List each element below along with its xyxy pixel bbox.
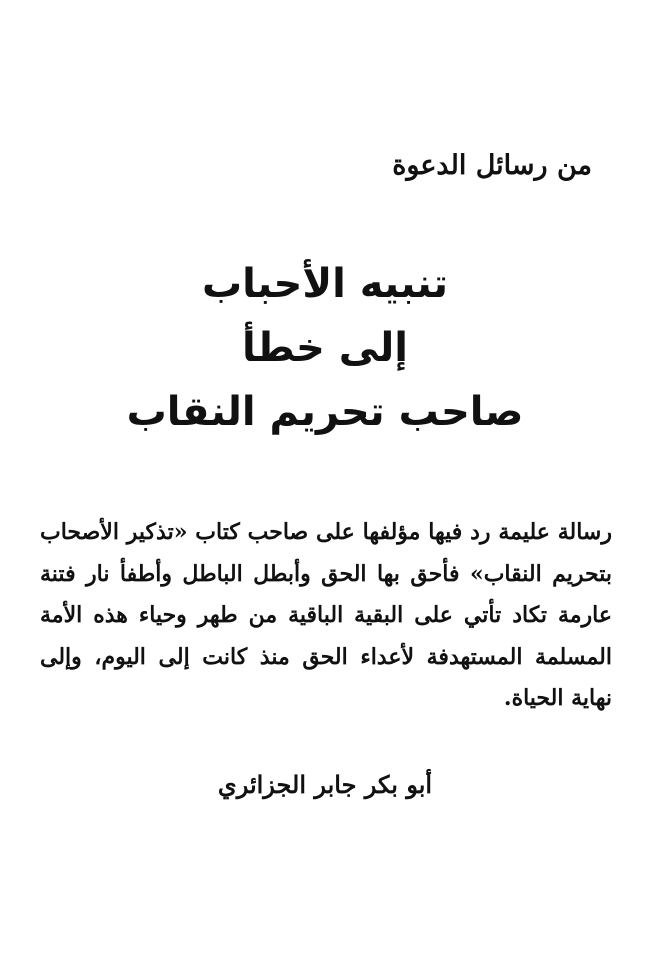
book-title	[80, 252, 570, 444]
title-line-2: إلى خطأ	[242, 325, 408, 371]
title-line-3: صاحب تحريم النقاب	[126, 389, 524, 435]
series-label: من رسائل الدعوة	[392, 150, 592, 181]
title-line-1: تنبيه الأحباب	[201, 261, 449, 307]
author-name: أبو بكر جابر الجزائري	[217, 770, 433, 799]
description-paragraph: رسالة عليمة رد فيها مؤلفها على صاحب كتاب «تذكير الأصحاب بتحريم النقاب» فأحق بها الحق وأبطل الباطل وأطفأ نار فتنة عارمة تكاد تأتي على البقية الباقية من طهر وحياء هذه الأمة المسلمة المستهدفة لأعداء الحق منذ كانت إلى اليوم، وإلى نهاية الحياة.	[40, 519, 612, 711]
